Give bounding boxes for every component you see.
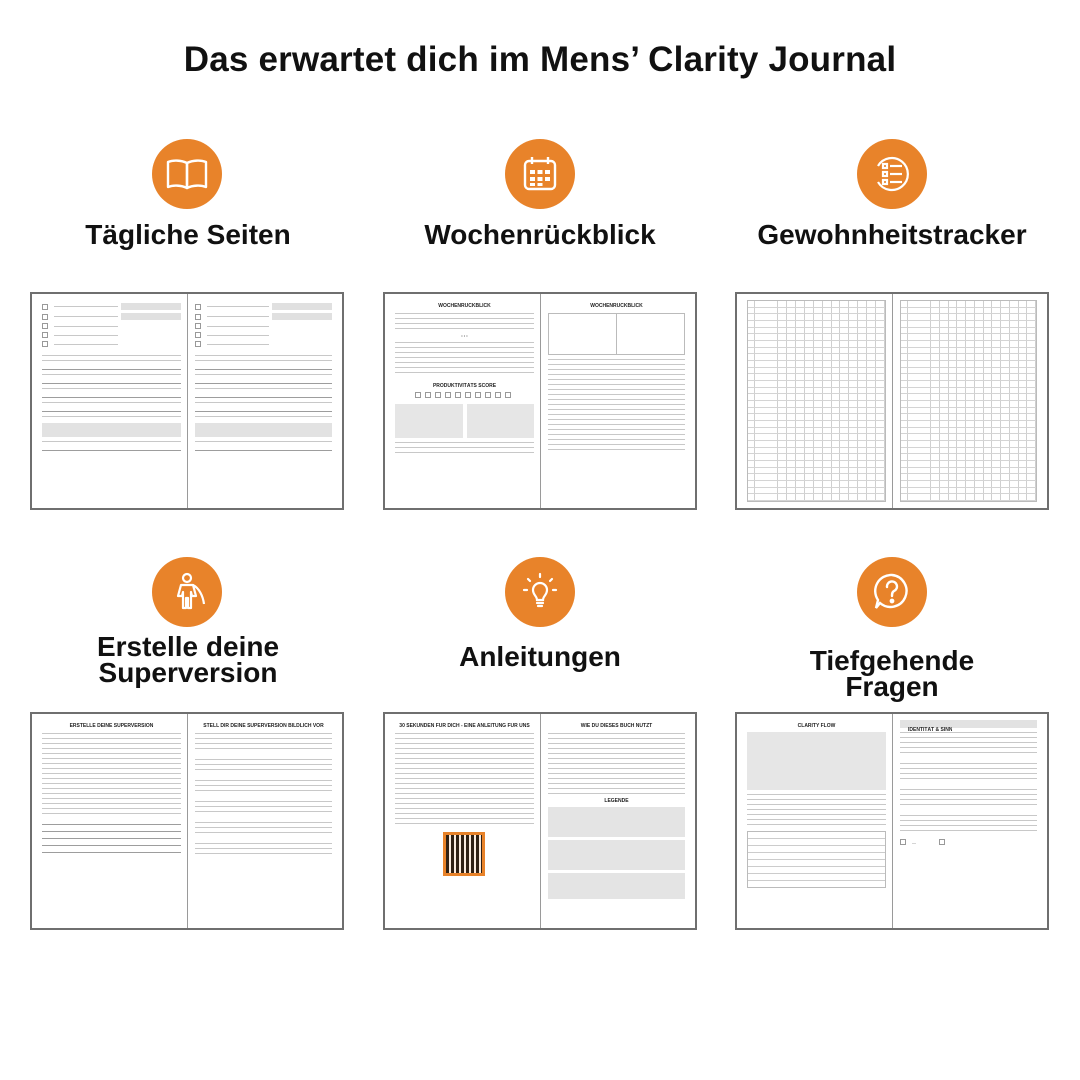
- feature-title-questions: [734, 645, 1050, 702]
- superhero-icon: [152, 557, 222, 627]
- preview-superversion-right-heading: STELL DIR DEINE SUPERVERSION BILDLICH VOR: [203, 723, 324, 729]
- preview-guides-legend: LEGENDE: [604, 798, 629, 804]
- preview-questions-right-heading: IDENTITÄT & SINN: [908, 727, 953, 733]
- feature-title-weekly: Wochenrückblick: [424, 219, 656, 250]
- feature-title-habits: Gewohnheitstracker: [757, 219, 1027, 250]
- feature-title-questions-line1: Tiefgehende: [809, 645, 975, 676]
- calendar-icon: [505, 139, 575, 209]
- checklist-icon: [857, 139, 927, 209]
- preview-superversion: [30, 712, 344, 930]
- feature-title-superversion-line1: Erstelle deine: [96, 631, 280, 662]
- preview-weekly-productivity: PRODUKTIVITÄTS SCORE: [432, 383, 497, 389]
- preview-questions-left-heading: CLARITY FLOW: [797, 723, 836, 729]
- page-title: Das erwartet dich im Mens’ Clarity Journal: [183, 40, 897, 79]
- preview-weekly-right-heading: WOCHENRÜCKBLICK: [590, 303, 643, 309]
- preview-superversion-left-heading: ERSTELLE DEINE SUPERVERSION: [69, 723, 154, 729]
- lightbulb-icon: [505, 557, 575, 627]
- question-icon: [857, 557, 927, 627]
- feature-title-daily: Tägliche Seiten: [85, 219, 291, 250]
- qr-code-icon: [443, 832, 485, 876]
- preview-weekly-review: WOCHENRÜCKBLICK • • • PRODUKTIVITÄTS SCORE WOCHENRÜCKBLICK: [383, 292, 697, 510]
- feature-title-questions-line2: Fragen: [845, 671, 939, 702]
- feature-title-guides: Anleitungen: [459, 641, 621, 672]
- preview-weekly-left-heading: WOCHENRÜCKBLICK: [438, 303, 491, 309]
- feature-title-superversion: [30, 631, 346, 688]
- preview-guides-right-heading: WIE DU DIESES BUCH NUTZT: [580, 723, 653, 729]
- preview-deep-questions: CLARITY FLOW IDENTITÄT & SINN —: [735, 712, 1049, 930]
- book-icon: [152, 139, 222, 209]
- preview-guides: [383, 712, 697, 930]
- feature-title-superversion-line2: Superversion: [98, 657, 278, 688]
- preview-habit-tracker: [735, 292, 1049, 510]
- preview-daily-pages: [30, 292, 344, 510]
- preview-guides-left-heading: 30 SEKUNDEN FÜR DICH - EINE ANLEITUNG FÜR UNS: [399, 723, 530, 729]
